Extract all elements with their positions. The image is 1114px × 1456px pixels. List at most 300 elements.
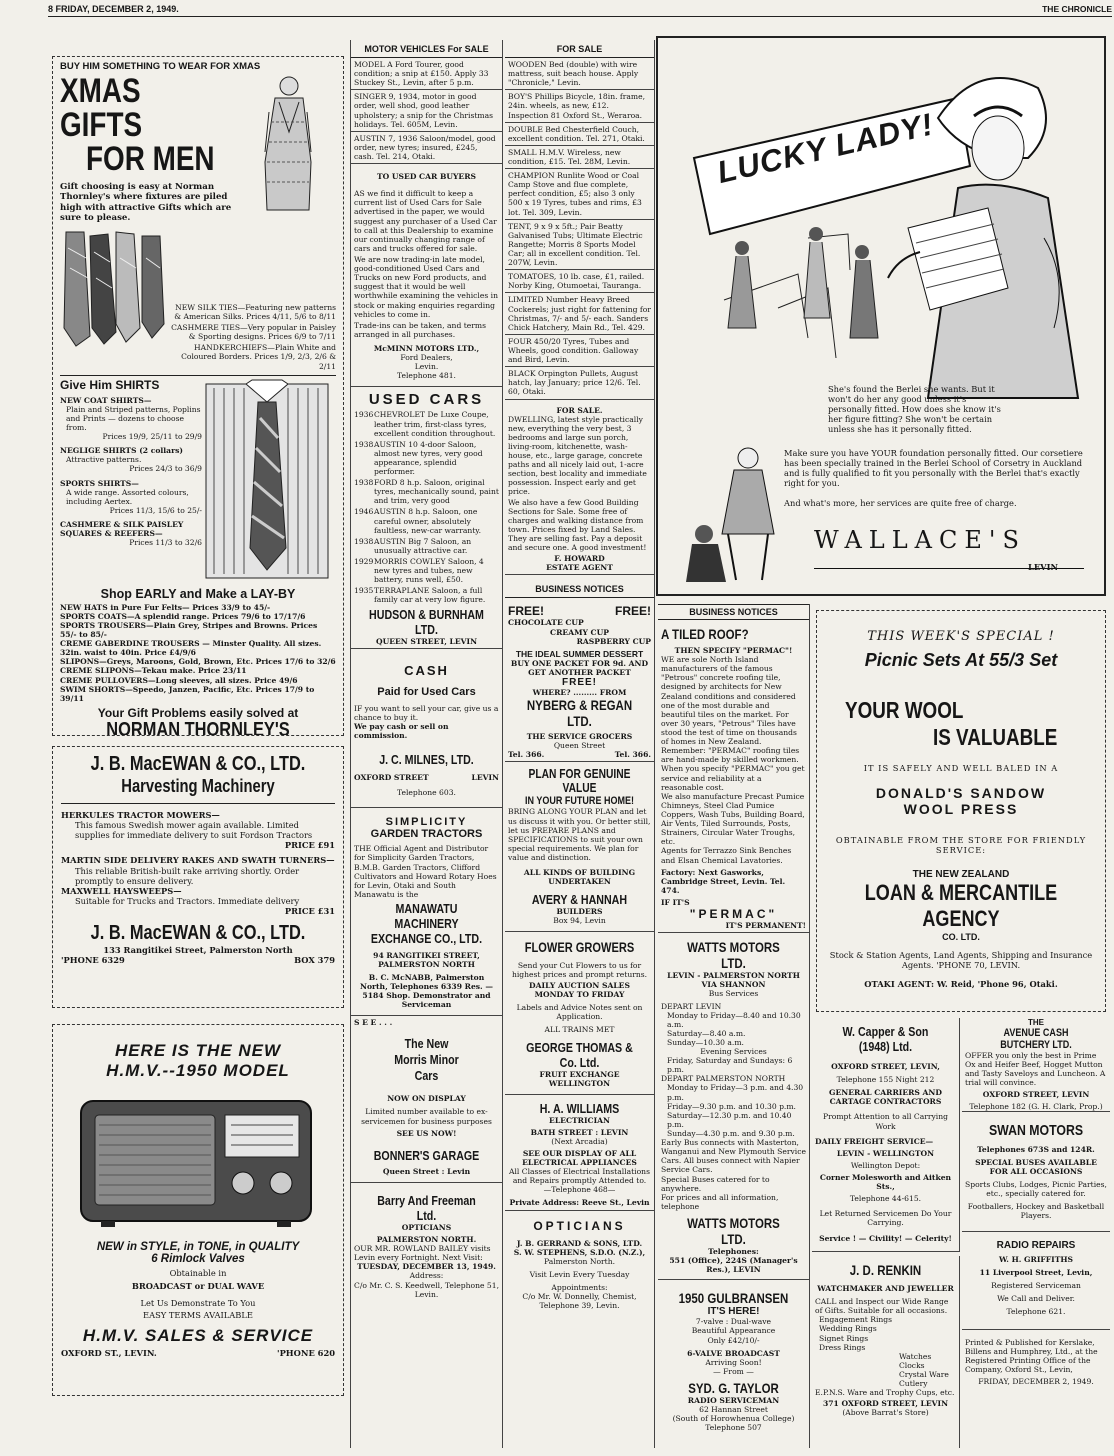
- depart-pn: DEPART PALMERSTON NORTH: [661, 1074, 786, 1084]
- schedule-line: Sunday—4.30 p.m. and 9.30 p.m.: [667, 1129, 795, 1139]
- mme-phones: B. C. McNABB, Palmerston North, Telephones 6339 Res. — 5184 Shop. Demonstrator and Serviceman: [360, 973, 493, 1010]
- classified-ad: SMALL H.M.V. Wireless, new condition, £15. Tel. 28M, Levin.: [505, 146, 654, 169]
- thornley-name: NORMAN THORNLEY'S: [106, 718, 290, 736]
- otaki-agent: OTAKI AGENT: W. Reid, 'Phone 96, Otaki.: [864, 978, 1058, 989]
- flower-text: Send your Cut Flowers to us for highest prices and prompt returns.: [511, 960, 648, 979]
- mower-price: PRICE £91: [284, 840, 335, 851]
- mcminn-telephone: Telephone 481.: [397, 371, 456, 381]
- motor-vehicles-column: [350, 40, 503, 1448]
- neglige-price: Prices 24/3 to 36/9: [129, 464, 202, 474]
- mcminn-name: McMINN MOTORS LTD.,: [373, 343, 480, 353]
- watts-name-2: WATTS MOTORS LTD.: [687, 1215, 780, 1248]
- opticians-town: Palmerston North.: [543, 1256, 616, 1266]
- grocers-tel-2: Tel. 366.: [614, 750, 651, 760]
- weekly-special-heading: THIS WEEK'S SPECIAL !: [867, 629, 1055, 644]
- morris-limited: Limited number available to ex-servicemen for business purposes: [361, 1107, 492, 1126]
- berlei-paragraph-1: She's found the Berlei she wants. But it won't do her any good unless it's personally fitted. How does she know it's her figure fitting? She won't be certain unless she has it personally fitted.: [828, 384, 1001, 435]
- buyers-paragraph-2: We are now trading-in late model, good-conditioned Used Cars and Trucks on new Ford products, and suggest that it would be well worthwhile examining the vehicles in stock or making enquiries regarding vehicles to come in.: [354, 254, 498, 319]
- renkin-street: 371 OXFORD STREET, LEVIN: [822, 1399, 949, 1409]
- ideal-dessert: THE IDEAL SUMMER DESSERT: [515, 648, 644, 659]
- howard-name: F. HOWARD: [554, 554, 605, 564]
- renkin-list-1: [815, 1315, 956, 1351]
- mme-name: MANAWATU MACHINERY EXCHANGE CO., LTD.: [370, 901, 483, 946]
- morris-see-us: SEE US NOW!: [396, 1128, 457, 1138]
- specify-permac: THEN SPECIFY "PERMAC"!: [674, 646, 793, 655]
- radio-serviceman: RADIO SERVICEMAN: [687, 1396, 780, 1405]
- williams-name: H. A. WILLIAMS: [539, 1100, 620, 1116]
- buyers-paragraph-3: Trade-ins can be taken, and terms arranged in all purchases.: [354, 320, 486, 339]
- the-new-zealand: THE NEW ZEALAND: [912, 869, 1010, 881]
- donald-press-2: WOOL PRESS: [903, 801, 1019, 818]
- mcminn-line-3: Levin.: [414, 362, 439, 372]
- hmv-style: NEW in STYLE, in TONE, in QUALITY: [96, 1241, 300, 1253]
- free-right: FREE!: [615, 604, 651, 619]
- handkerchiefs-text: HANDKERCHIEFS—Plain White and Coloured Borders. Prices 1/9, 2/3, 2/6 & 2/11: [181, 343, 336, 371]
- hmv-ad: [52, 1024, 344, 1396]
- watts-name: WATTS MOTORS LTD.: [687, 939, 780, 972]
- shirts-heading: Give Him SHIRTS: [60, 377, 160, 392]
- george-thomas-name: GEORGE THOMAS & Co. Ltd.: [526, 1040, 633, 1071]
- bonner-street: Queen Street : Levin: [382, 1166, 471, 1176]
- renkin-epns: E.P.N.S. Ware and Trophy Cups, etc.: [815, 1388, 955, 1398]
- safely-baled: IT IS SAFELY AND WELL BALED IN A: [863, 763, 1059, 773]
- swan-clubs: Sports Clubs, Lodges, Picnic Parties, etc., specially catered for.: [965, 1180, 1107, 1199]
- wallaces-name: WALLACE'S: [814, 526, 1026, 554]
- schedule-line: Friday—9.30 p.m. and 10.30 p.m.: [667, 1101, 796, 1111]
- list-item: Cutlery: [899, 1379, 928, 1389]
- where-from: WHERE? ......... FROM: [532, 688, 627, 698]
- capper-daily: DAILY FREIGHT SERVICE—: [815, 1136, 934, 1146]
- barry-town: PALMERSTON NORTH.: [376, 1234, 477, 1244]
- bonner-name: BONNER'S GARAGE: [373, 1147, 480, 1163]
- grocers-street: Queen Street: [553, 741, 606, 751]
- radio-name: W. H. GRIFFITHS: [998, 1255, 1074, 1264]
- list-item: Crystal Ware: [899, 1369, 949, 1379]
- williams-display: SEE OUR DISPLAY OF ALL ELECTRICAL APPLIANCES: [522, 1148, 637, 1167]
- raspberry-cup: RASPBERRY CUP: [576, 636, 651, 646]
- stock-agents: Stock & Station Agents, Land Agents, Shipping and Insurance Agents. 'PHONE 70, LEVIN.: [829, 950, 1093, 971]
- list-item: SLIPONS—Greys, Maroons, Gold, Brown, Etc. Prices 17/6 to 32/6: [60, 657, 336, 667]
- used-cars-list: [354, 410, 499, 604]
- nyberg-name: NYBERG & REGAN LTD.: [526, 697, 633, 730]
- renkin-ad: [812, 1256, 960, 1448]
- simplicity-sub: GARDEN TRACTORS: [370, 828, 483, 841]
- avery-name: AVERY & HANNAH: [531, 892, 628, 908]
- renkin-trade: WATCHMAKER AND JEWELLER: [817, 1284, 954, 1293]
- coat-shirts-price: Prices 19/9, 25/11 to 29/9: [102, 432, 202, 442]
- sections-text: We also have a few Good Building Sections for Sale. Some free of charges and walking distance from town. Prices fixed by Land Sales. They are selling fast. Pay a deposit and secure one. A good investment!: [508, 497, 647, 553]
- watts-telephones: Telephones:: [708, 1247, 759, 1257]
- gul-line: Beautiful Appearance: [691, 1326, 776, 1336]
- classified-ad: DOUBLE Bed Chesterfield Couch, excellent condition. Tel. 271, Otaki.: [505, 123, 654, 146]
- service-grocers: THE SERVICE GROCERS: [526, 732, 633, 742]
- chocolate-cup: CHOCOLATE CUP: [508, 618, 584, 628]
- radio-repairs-ad: [962, 1234, 1110, 1330]
- classified-ad: BLACK Orpington Pullets, August hatch, lay January; price 12/6. Tel. 60, Otaki.: [505, 367, 654, 399]
- rakes-heading: MARTIN SIDE DELIVERY RAKES AND SWATH TURNERS—: [61, 855, 335, 866]
- classified-ad: TOMATOES, 10 lb. case, £1, railed. Norby King, Otumoetai, Tauranga.: [505, 270, 654, 293]
- williams-classes: All Classes of Electrical Installations and Repairs promptly Attended to.: [509, 1167, 650, 1186]
- hudson-name: HUDSON & BURNHAM LTD.: [369, 606, 484, 637]
- man-in-robe-illustration: [245, 72, 330, 212]
- swan-name: SWAN MOTORS: [988, 1122, 1084, 1139]
- daily-auction: DAILY AUCTION SALES MONDAY TO FRIDAY: [529, 980, 630, 999]
- capper-depot: Wellington Depot:: [850, 1160, 921, 1170]
- list-item: 1946 AUSTIN 8 h.p. Saloon, one careful owner, absolutely faultless, new-car warranty.: [354, 507, 481, 535]
- radio-registered: Registered Serviceman: [991, 1281, 1081, 1291]
- list-item: SPORTS COATS—A splendid range. Prices 79/6 to 17/17/6: [60, 611, 306, 621]
- macewan-subtitle: Harvesting Machinery: [121, 776, 275, 796]
- hmv-phone: 'PHONE 620: [277, 1348, 335, 1359]
- capper-name: W. Capper & Son (1948) Ltd.: [842, 1024, 929, 1054]
- hmv-address: OXFORD ST., LEVIN.: [61, 1348, 157, 1359]
- butchery-telephone: Telephone 182 (G. H. Clark, Prop.): [969, 1101, 1103, 1111]
- hudson-street: QUEEN STREET, LEVIN: [375, 636, 478, 646]
- hmv-terms: EASY TERMS AVAILABLE: [143, 1310, 253, 1321]
- williams-trade: ELECTRICIAN: [549, 1115, 610, 1125]
- radio-street: 11 Liverpool Street, Levin,: [979, 1268, 1093, 1278]
- list-item: NEW HATS in Pure Fur Felts— Prices 33/9 to 45/-: [60, 602, 271, 612]
- mcminn-line-2: Ford Dealers,: [400, 353, 453, 363]
- opticians-appointments: Appointments:: [551, 1282, 608, 1292]
- classified-ad: MODEL A Ford Tourer, good condition; a snip at £150. Apply 33 Stuckey St., Levin, after 5 p.m.: [351, 58, 502, 90]
- milnes-town: LEVIN: [471, 773, 499, 783]
- syd-taylor-name: SYD. G. TAYLOR: [688, 1380, 779, 1396]
- evening-services: Evening Services: [700, 1047, 767, 1057]
- list-item: Engagement Rings: [819, 1315, 893, 1325]
- classified-ad: TENT, 9 x 9 x 5ft.; Pair Beatty Galvanised Tubs; Ultimate Electric Rangette; Morris 8 Sports Model Car; all in excellent condition. Tel. 207W, Levin.: [505, 220, 654, 271]
- layby-heading: Shop EARLY and Make a LAY-BY: [100, 586, 296, 601]
- macewan-title: J. B. MacEWAN & CO., LTD.: [90, 753, 306, 775]
- classified-ad: LIMITED Number Heavy Breed Cockerels; just right for fattening for Christmas, 7/- and 5/- each. Sanders Chick Hatchery, Main Rd., Tel. 429.: [505, 293, 654, 334]
- thornley-title-1: XMAS GIFTS: [60, 72, 143, 144]
- capper-telephone: Telephone 155 Night 212: [836, 1075, 935, 1085]
- list-item: SWIM SHORTS—Speedo, Janzen, Pacific, Etc. Prices 17/9 to 39/11: [60, 684, 315, 703]
- plan-text: BRING ALONG YOUR PLAN and let us discuss it with you. Or better still, let us PREPARE PLANS and SPECIFICATIONS to suit your own special requirements. We plan for value and distinction.: [508, 807, 651, 862]
- sports-shirts-heading: SPORTS SHIRTS—: [60, 478, 139, 488]
- picnic-sets: Picnic Sets At 55/3 Set: [864, 650, 1058, 670]
- mower-text: This famous Swedish mower again available. Limited supplies for immediate delivery to suit Fordson Tractors: [75, 820, 313, 841]
- used-car-buyers-heading: TO USED CAR BUYERS: [377, 172, 476, 182]
- williams-next: (Next Arcadia): [551, 1136, 608, 1146]
- capper-street: OXFORD STREET, LEVIN,: [831, 1062, 940, 1071]
- hmv-obtainable: Obtainable in: [169, 1268, 227, 1278]
- trains-met: ALL TRAINS MET: [544, 1025, 615, 1035]
- capper-slogan: Service ! — Civility! — Celerity!: [819, 1233, 952, 1243]
- hmv-demonstrate: Let Us Demonstrate To You: [140, 1298, 256, 1309]
- thornley-ad: [52, 56, 344, 736]
- watts-via: VIA SHANNON: [701, 980, 766, 990]
- neglige-heading: NEGLIGE SHIRTS (2 collars): [60, 446, 183, 456]
- haysweeps-text: Suitable for Trucks and Tractors. Immediate delivery: [75, 895, 300, 906]
- list-item: Signet Rings: [819, 1333, 869, 1343]
- silk-ties-illustration: [60, 228, 170, 348]
- mower-heading: HERKULES TRACTOR MOWERS—: [61, 810, 220, 820]
- barry-address-label: Address:: [409, 1271, 444, 1281]
- list-item: 1938 FORD 8 h.p. Saloon, original tyres, mechanically sound, paint and trim, very good: [354, 478, 499, 506]
- list-item: 1936 CHEVROLET De Luxe Coupe, leather trim, first-class tyres, excellent condition throughout.: [354, 410, 496, 438]
- mme-address: 94 RANGITIKEI STREET, PALMERSTON NORTH: [373, 950, 480, 969]
- capper-telephone-2: Telephone 44-615.: [849, 1194, 922, 1204]
- squares-heading: CASHMERE & SILK PAISLEY SQUARES & REEFERS—: [60, 520, 184, 539]
- schedule-line: Sunday—10.30 a.m.: [667, 1037, 744, 1047]
- paid-heading: Paid for Used Cars: [377, 685, 476, 698]
- if-its: IF IT'S: [661, 897, 690, 907]
- business-notices-2-column: [658, 604, 810, 1448]
- gul-line: 7-valve : Dual-wave: [695, 1317, 772, 1327]
- swan-special: SPECIAL BUSES AVAILABLE FOR ALL OCCASIONS: [975, 1158, 1097, 1177]
- classified-ad: BOY'S Phillips Bicycle, 18in. frame, 24in. wheels, as new, £12. Inspection 81 Oxford St., Weraroa.: [505, 90, 654, 122]
- cashmere-ties-text: CASHMERE TIES—Very popular in Paisley & Sporting designs. Prices 6/9 to 7/11: [171, 323, 336, 342]
- avery-box: Box 94, Levin: [553, 916, 606, 926]
- list-item: Dress Rings: [819, 1342, 866, 1352]
- is-valuable: IS VALUABLE: [933, 724, 1058, 750]
- gul-line: — From —: [713, 1366, 754, 1376]
- berlei-paragraph-3: And what's more, her services are quite free of charge.: [784, 498, 1017, 508]
- morris-line-2: Morris Minor: [394, 1051, 459, 1067]
- hmv-headline-1: HERE IS THE NEW: [114, 1041, 282, 1060]
- lucky-lady-illustration: [658, 38, 1104, 438]
- schedule-line: Monday to Friday—8.40 and 10.30 a.m.: [667, 1010, 801, 1029]
- capper-ad: [812, 1018, 960, 1252]
- swan-footballers: Footballers, Hockey and Basketball Players.: [967, 1201, 1105, 1220]
- renkin-name: J. D. RENKIN: [849, 1262, 922, 1278]
- its-here: IT'S HERE!: [707, 1306, 760, 1318]
- gul-line: Arriving Soon!: [705, 1357, 762, 1367]
- haysweeps-price: PRICE £31: [284, 905, 335, 916]
- donald-press-1: DONALD'S SANDOW: [875, 785, 1047, 802]
- roof-text-4: Agents for Terrazzo Sink Benches and Elsan Chemical Lavatories.: [661, 846, 792, 865]
- morris-line-3: Cars: [414, 1068, 439, 1084]
- your-wool: YOUR WOOL: [845, 697, 964, 723]
- taylor-street: 62 Hannan Street: [699, 1405, 768, 1415]
- williams-tel: —Telephone 468—: [543, 1185, 616, 1195]
- creamy-cup: CREAMY CUP: [550, 627, 609, 637]
- imprint-text: Printed & Published for Kerslake, Billens and Humphrey, Ltd., at the Registered Printing Office of the Company, Oxford St., Levin,: [965, 1338, 1098, 1375]
- swan-motors-ad: [962, 1114, 1110, 1232]
- free-left: FREE!: [508, 604, 544, 619]
- for-sale-column: [505, 40, 655, 1448]
- tiled-roof-heading: A TILED ROOF?: [661, 626, 749, 642]
- free-again: FREE!: [562, 677, 597, 689]
- williams-private: Private Address: Reeve St., Levin: [509, 1198, 650, 1208]
- gul-line: 6-VALVE BROADCAST: [687, 1348, 780, 1358]
- opticians-donnelly: C/o Mr. W. Donnelly, Chemist, Telephone 39, Levin.: [522, 1292, 637, 1311]
- squares-price: Prices 11/3 to 32/6: [129, 538, 202, 548]
- plan-heading: PLAN FOR GENUINE VALUE: [528, 767, 631, 796]
- loan-co-ltd: CO. LTD.: [942, 932, 980, 943]
- fruit-exchange: FRUIT EXCHANGE: [539, 1070, 620, 1080]
- list-item: CREME GABERDINE TROUSERS — Minster Quality. All sizes. 32in. waist to 40in. Price £4/9/6: [60, 639, 322, 658]
- radio-heading: RADIO REPAIRS: [996, 1240, 1076, 1251]
- striped-shirt-illustration: [202, 378, 332, 583]
- butchery-text: OFFER you only the best in Prime Ox and Heifer Beef, Hogget Mutton and Tasty Saveloys and Luncheon. A trial will convince.: [965, 1051, 1106, 1088]
- taylor-telephone: Telephone 507: [705, 1423, 762, 1433]
- list-item: 1929 MORRIS COWLEY Saloon, 4 new tyres and tubes, new battery, runs well, £50.: [354, 557, 484, 585]
- capper-general: GENERAL CARRIERS AND CARTAGE CONTRACTORS: [829, 1088, 942, 1107]
- barry-visits: OUR MR. ROWLAND BAILEY visits Levin every Fortnight. Next Visit:: [354, 1244, 491, 1263]
- list-item: Clocks: [899, 1360, 925, 1370]
- list-item: 1935 TERRAPLANE Saloon, a full family car at very low figure.: [354, 586, 486, 605]
- hmv-dealer-name: H.M.V. SALES & SERVICE: [82, 1326, 314, 1346]
- neglige-text: Attractive patterns.: [66, 455, 142, 465]
- schedule-line: Friday, Saturday and Sundays: 6 p.m.: [667, 1056, 793, 1075]
- radio-call: We Call and Deliver.: [997, 1294, 1075, 1304]
- classified-ad: FOUR 450/20 Tyres, Tubes and Wheels, good condition. Galloway and Bird, Levin.: [505, 335, 654, 367]
- folio-paper-name: THE CHRONICLE: [1042, 4, 1112, 14]
- roof-text-1: WE are sole North Island manufacturers of the famous "Petrous" concrete roofing tile, designed by architects for New Zealand conditions and considered one of the most durable and beautiful tiles on the market. For over 30 years, "Petrous" Tiles have stood the test of time on thousands of homes in New Zealand.: [661, 655, 797, 747]
- stephens-name: S. W. STEPHENS, S.D.O. (N.Z.),: [513, 1247, 646, 1257]
- capper-route: LEVIN - WELLINGTON: [836, 1148, 935, 1158]
- watts-telephone-numbers: 551 (Office), 224S (Manager's Res.), LEVIN: [669, 1256, 798, 1275]
- coat-shirts-heading: NEW COAT SHIRTS—: [60, 395, 152, 405]
- avery-builders: BUILDERS: [556, 907, 603, 917]
- radio-telephone: Telephone 621.: [1006, 1307, 1066, 1317]
- simplicity-heading: SIMPLICITY: [385, 816, 468, 829]
- imprint-date: FRIDAY, DECEMBER 2, 1949.: [978, 1377, 1094, 1387]
- wallaces-berlei-ad: [656, 36, 1106, 596]
- buy-one: BUY ONE PACKET FOR 9d. AND GET ANOTHER PACKET: [510, 658, 649, 677]
- milnes-street: OXFORD STREET: [354, 773, 429, 783]
- building-kinds: ALL KINDS OF BUILDING UNDERTAKEN: [523, 868, 636, 887]
- hmv-wave: BROADCAST or DUAL WAVE: [131, 1281, 265, 1292]
- imprint: [962, 1336, 1110, 1396]
- barry-opticians: OPTICIANS: [401, 1222, 452, 1232]
- dwelling-heading: FOR SALE.: [556, 405, 603, 415]
- williams-street: BATH STREET : LEVIN: [530, 1127, 629, 1137]
- renkin-above: (Above Barrat's Store): [842, 1408, 929, 1418]
- lucky-lady-headline: LUCKY LADY!: [714, 106, 937, 191]
- business-notices-header: BUSINESS NOTICES: [505, 581, 654, 598]
- coat-shirts-text: Plain and Striped patterns, Poplins and Prints — dozens to choose from.: [66, 404, 201, 433]
- schedule-note: Early Bus connects with Masterton, Wanganui and New Plymouth Service Cars. All buses connect with Napier Service Cars.: [661, 1138, 806, 1175]
- list-item: SPORTS TROUSERS—Plain Grey, Stripes and Browns. Prices 55/- to 85/-: [60, 620, 318, 640]
- flower-heading: FLOWER GROWERS: [524, 939, 635, 955]
- depart-levin: DEPART LEVIN: [661, 1001, 722, 1011]
- used-cars-heading: USED CARS: [368, 391, 485, 409]
- gerrand-name: J. B. GERRAND & SONS, LTD.: [516, 1238, 643, 1248]
- thornley-intro: Gift choosing is easy at Norman Thornley's where fixtures are piled high with attractive Gifts which are sure to please.: [60, 182, 232, 224]
- wallaces-town: LEVIN: [1028, 562, 1059, 572]
- radio-set-illustration: [61, 1091, 331, 1231]
- loan-agency-name: LOAN & MERCANTILE AGENCY: [864, 880, 1058, 932]
- avenue-butchery-ad: [962, 1016, 1110, 1112]
- renkin-call: CALL and Inspect our Wide Range of Gifts. Suitable for all occasions.: [815, 1297, 949, 1316]
- milnes-name: J. C. MILNES, LTD.: [379, 752, 474, 768]
- schedule-note: Special Buses catered for to anywhere.: [661, 1174, 770, 1193]
- list-item: 1938 AUSTIN Big 7 Saloon, an unusually attractive car.: [354, 536, 472, 555]
- classified-ad: WOODEN Bed (double) with wire mattress, suit beach house. Apply "Chronicle," Levin.: [505, 58, 654, 90]
- ties-text: NEW SILK TIES—Featuring new patterns & American Silks. Prices 4/11, 5/6 to 8/11: [174, 302, 336, 322]
- list-item: Watches: [899, 1351, 932, 1361]
- labels-text: Labels and Advice Notes sent on Application.: [516, 1002, 643, 1022]
- business-notices-2-header: BUSINESS NOTICES: [658, 604, 809, 620]
- barry-address: C/o Mr. C. S. Keedwell, Telephone 51, Levin.: [354, 1280, 499, 1299]
- hmv-headline-2: H.M.V.--1950 MODEL: [106, 1061, 290, 1080]
- opticians-visit: Visit Levin Every Tuesday: [529, 1269, 630, 1279]
- howard-title: ESTATE AGENT: [546, 563, 613, 573]
- morris-line-1: The New: [404, 1035, 449, 1051]
- list-item: 1938 AUSTIN 10 4-door Saloon, almost new tyres, very good appearance, splendid performer.: [354, 439, 483, 477]
- swan-telephones: Telephones 673S and 124R.: [977, 1145, 1095, 1154]
- dwelling-text: DWELLING, latest style practically new, everything the very best, 3 bedrooms and large sun porch, living-room, kitchenette, wash-house, etc., large garage, concrete paths and all nicely laid out, 1-acre section, best locality and immediate possession. Inspect early and get price.: [508, 414, 647, 497]
- capper-prompt: Prompt Attention to all Carrying Work: [823, 1112, 948, 1131]
- macewan-address: 133 Rangitikei Street, Palmerston North: [103, 945, 293, 956]
- butchery-street: OXFORD STREET, LEVIN: [982, 1090, 1090, 1100]
- list-item: Wedding Rings: [819, 1324, 877, 1334]
- fruit-exchange-town: WELLINGTON: [548, 1079, 611, 1089]
- classified-ad: CHAMPION Runlite Wood or Coal Camp Stove and flue complete, perfect condition, £5; also 3 only 500 x 19 Tyres, tubes and rims, £3 lot. Tel. 309, Levin.: [505, 169, 654, 220]
- permac-name: "PERMAC": [689, 907, 778, 922]
- cash-heading: CASH: [404, 662, 449, 678]
- folio-date: 8 FRIDAY, DECEMBER 2, 1949.: [48, 4, 179, 14]
- macewan-ad: [52, 746, 344, 1008]
- motor-header: MOTOR VEHICLES For SALE: [351, 40, 502, 58]
- roof-text-3: We also manufacture Precast Pumice Chimneys, Steel Clad Pumice Coppers, Wash Tubs, Building Board, Air Vents, Tiled Surrounds, Posts, Strainers, Circular Water Troughs, etc.: [661, 791, 805, 847]
- for-sale-header: FOR SALE: [505, 40, 654, 58]
- grocers-tel-1: Tel. 366.: [508, 750, 545, 760]
- permac-factory: Factory: Next Gasworks, Cambridge Street, Levin. Tel. 474.: [661, 867, 786, 895]
- simplicity-text: THE Official Agent and Distributor for Simplicity Garden Tractors, B.M.B. Garden Tractors, Clifford Cultivators and Howard Rotary Hoes for Levin, Otaki and South Manawatu is the: [354, 844, 497, 899]
- thornley-solved: Your Gift Problems easily solved at: [97, 705, 299, 720]
- rakes-text: This reliable British-built rake arriving shortly. Order promptly to ensure delivery.: [75, 865, 300, 886]
- butchery-the: THE: [1028, 1018, 1044, 1027]
- classified-ad: AUSTIN 7, 1936 Saloon/model, good order, new tyres; insured, £245, cash. Tel. 214, Otaki.: [351, 132, 502, 164]
- macewan-box: BOX 379: [294, 955, 335, 966]
- haysweeps-heading: MAXWELL HAYSWEEPS—: [61, 885, 182, 896]
- watts-bus: Bus Services: [708, 989, 759, 999]
- thornley-kicker: BUY HIM SOMETHING TO WEAR FOR XMAS: [60, 61, 261, 72]
- milnes-telephone: Telephone 603.: [397, 788, 456, 798]
- roof-text-2: Remember: "PERMAC" roofing tiles are hand-made by skilled workmen. When you specify "PERMAC" you get service and reliability at a reasonable cost.: [661, 746, 805, 792]
- gul-line: Only £42/10/-: [707, 1335, 760, 1345]
- obtainable-from: OBTAINABLE FROM THE STORE FOR FRIENDLY SERVICE:: [835, 835, 1087, 856]
- list-item: CREME SLIPONS—Tekau make. Price 23/11: [60, 666, 247, 676]
- thornley-price-list: [60, 603, 336, 703]
- buyers-paragraph-1: AS we find it difficult to keep a current list of Used Cars for Sale advertised in the paper, we would suggest any purchaser of a Used Car to call at this Dealership to examine our continually changing range of cars and trucks offered for sale.: [354, 189, 497, 253]
- butchery-name: AVENUE CASH BUTCHERY LTD.: [1000, 1027, 1072, 1051]
- sports-shirts-text: A wide range. Assorted colours, including Aertex.: [66, 487, 189, 506]
- loan-mercantile-ad: [816, 610, 1106, 1012]
- classified-ad: SINGER 9, 1934, motor in good order, well shod, good leather upholstery; a snip for the Christmas holidays. Tel. 605M, Levin.: [351, 90, 502, 131]
- schedule-note: For prices and all information, telephone: [661, 1192, 779, 1211]
- opticians-heading: OPTICIANS: [533, 1218, 626, 1233]
- paid-text: IF you want to sell your car, give us a chance to buy it.: [354, 703, 499, 722]
- sports-shirts-price: Prices 11/3, 15/6 to 25/-: [109, 505, 202, 515]
- berlei-paragraph-2: Make sure you have YOUR foundation personally fitted. Our corsetiere has been specially trained in the Berlei School of Corsetry in Auckland and is fully qualified to fit you personally with the Berlei that's exactly right for you.: [784, 448, 1083, 489]
- barry-next-date: TUESDAY, DECEMBER 13, 1949.: [357, 1262, 496, 1272]
- barry-name: Barry And Freeman Ltd.: [377, 1192, 476, 1223]
- paid-text-2: We pay cash or sell on commission.: [354, 721, 449, 741]
- renkin-list-2: [815, 1352, 956, 1388]
- watts-route: LEVIN - PALMERSTON NORTH: [667, 971, 800, 981]
- plan-sub: IN YOUR FUTURE HOME!: [524, 795, 635, 808]
- masthead-rule: [48, 16, 1112, 17]
- capper-corner: Corner Molesworth and Aitken Sts.,: [819, 1172, 952, 1192]
- taylor-note: (South of Horowhenua College): [672, 1414, 795, 1424]
- capper-returned: Let Returned Servicemen Do Your Carrying.: [819, 1209, 952, 1228]
- macewan-name: J. B. MacEWAN & CO., LTD.: [90, 922, 306, 945]
- schedule-line: Saturday—12.30 p.m. and 10.40 p.m.: [667, 1110, 792, 1129]
- thornley-title-2: FOR MEN: [86, 140, 215, 178]
- morris-display: NOW ON DISPLAY: [387, 1094, 466, 1104]
- hmv-valves: 6 Rimlock Valves: [151, 1253, 245, 1265]
- schedule-line: Saturday—8.40 a.m.: [667, 1028, 746, 1038]
- schedule-line: Monday to Friday—3 p.m. and 4.30 p.m.: [667, 1083, 804, 1102]
- permanent: IT'S PERMANENT!: [725, 921, 806, 931]
- list-item: CREME PULLOVERS—Long sleeves, all sizes. Price 49/6: [60, 675, 298, 685]
- macewan-phone: 'PHONE 6329: [61, 955, 125, 966]
